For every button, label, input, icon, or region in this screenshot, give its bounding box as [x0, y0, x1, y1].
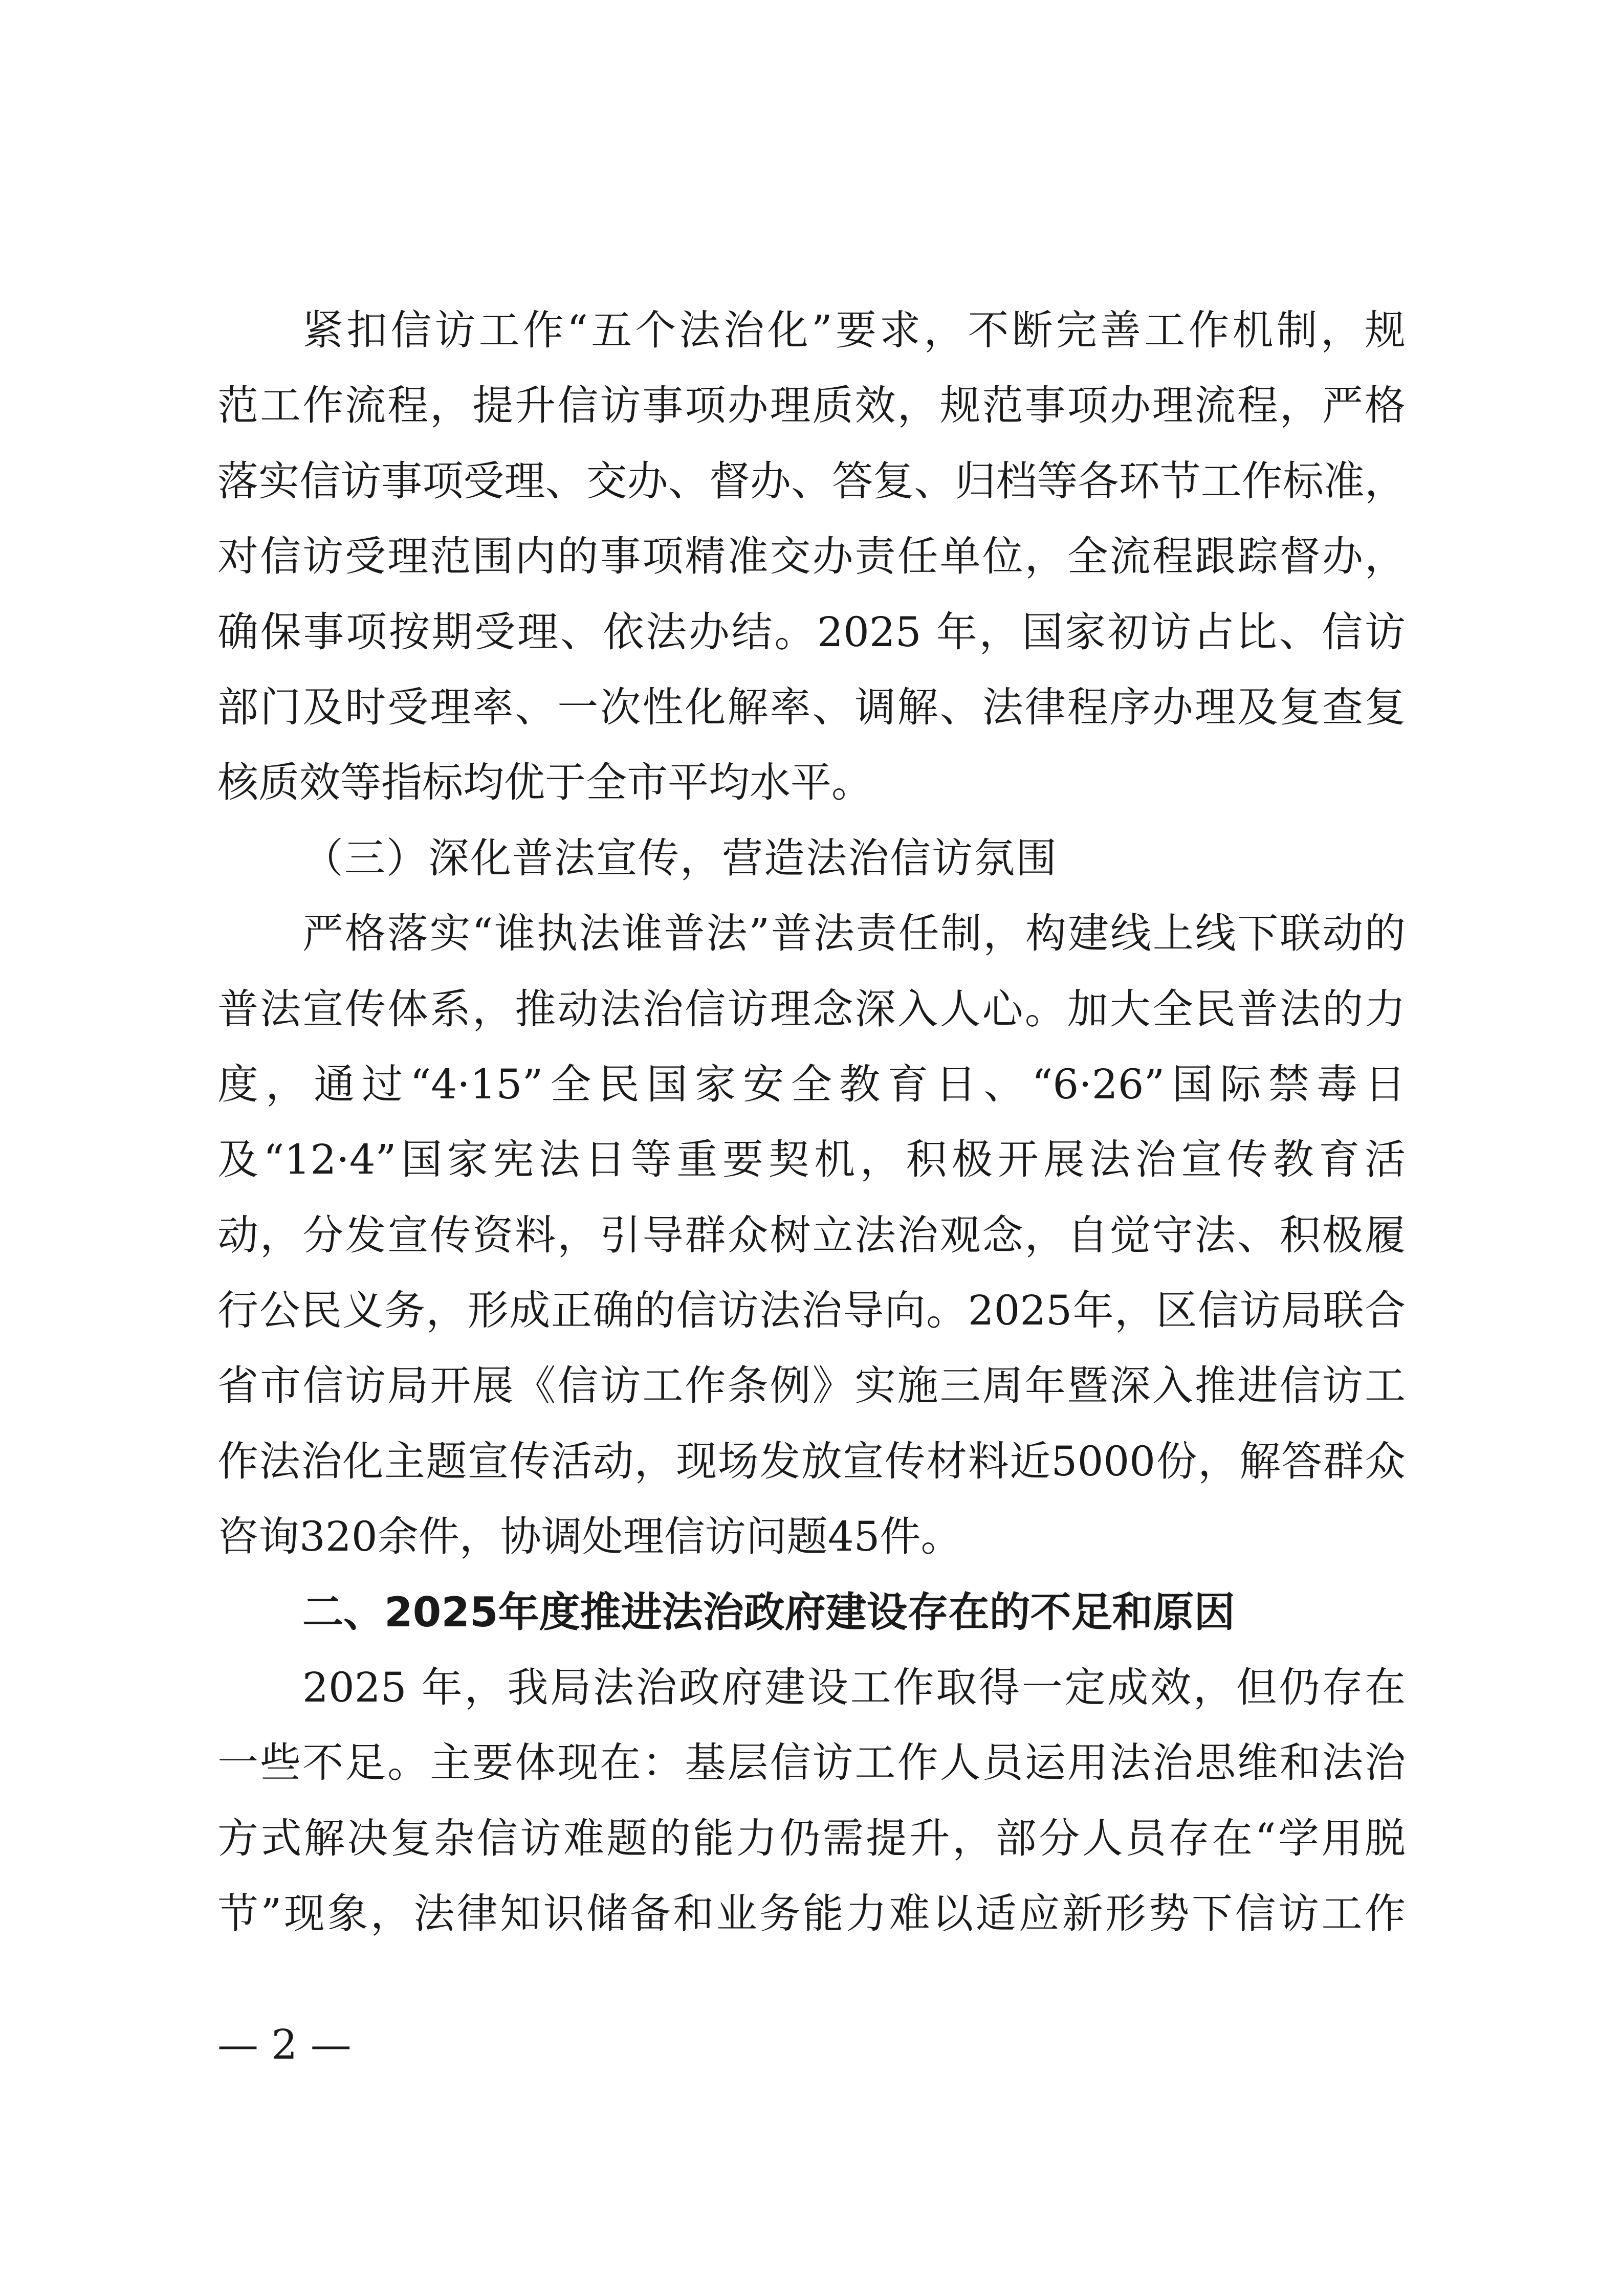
paragraph-line: 方式解决复杂信访难题的能力仍需提升，部分人员存在“学用脱 [217, 1814, 1406, 1862]
paragraph-line: 严格落实“谁执法谁普法”普法责任制，构建线上线下联动的 [302, 910, 1406, 958]
paragraph-line: 普法宣传体系，推动法治信访理念深入人心。加大全民普法的力 [217, 985, 1406, 1033]
paragraph-line: 行公民义务，形成正确的信访法治导向。2025年，区信访局联合 [217, 1287, 1406, 1335]
paragraph-line: 紧扣信访工作“五个法治化”要求，不断完善工作机制，规 [302, 306, 1406, 354]
paragraph-line: 动，分发宣传资料，引导群众树立法治观念，自觉守法、积极履 [217, 1211, 1406, 1259]
paragraph-line: 度，通过“4·15”全民国家安全教育日、“6·26”国际禁毒日 [217, 1060, 1406, 1108]
paragraph-line: 2025 年，我局法治政府建设工作取得一定成效，但仍存在 [302, 1664, 1406, 1712]
paragraph-line: 节”现象，法律知识储备和业务能力难以适应新形势下信访工作 [217, 1890, 1406, 1938]
paragraph-line: 落实信访事项受理、交办、督办、答复、归档等各环节工作标准， [217, 457, 1406, 505]
paragraph [217, 293, 1406, 821]
paragraph-line: 作法治化主题宣传活动，现场发放宣传材料近5000份，解答群众 [217, 1437, 1406, 1485]
page-number: — 2 — [217, 2021, 352, 2068]
paragraph-line: 范工作流程，提升信访事项办理质效，规范事项办理流程，严格 [217, 382, 1406, 430]
chapter-heading: 二、2025年度推进法治政府建设存在的不足和原因 [302, 1588, 1235, 1636]
paragraph-line: 部门及时受理率、一次性化解率、调解、法律程序办理及复查复 [217, 683, 1406, 731]
paragraph-line: 一些不足。主要体现在：基层信访工作人员运用法治思维和法治 [217, 1739, 1406, 1787]
paragraph-line: 确保事项按期受理、依法办结。2025 年，国家初访占比、信访 [217, 608, 1406, 656]
paragraph-line: 对信访受理范围内的事项精准交办责任单位，全流程跟踪督办， [217, 533, 1406, 581]
paragraph [217, 1650, 1406, 1952]
section-heading: （三）深化普法宣传，营造法治信访氛围 [302, 834, 1058, 882]
paragraph-line: 省市信访局开展《信访工作条例》实施三周年暨深入推进信访工 [217, 1362, 1406, 1410]
paragraph-line: 咨询320余件，协调处理信访问题45件。 [217, 1513, 962, 1561]
paragraph-line: 及“12·4”国家宪法日等重要契机，积极开展法治宣传教育活 [217, 1136, 1406, 1184]
document-body [217, 293, 1406, 1952]
paragraph-line: 核质效等指标均优于全市平均水平。 [217, 759, 872, 807]
paragraph [217, 896, 1406, 1575]
